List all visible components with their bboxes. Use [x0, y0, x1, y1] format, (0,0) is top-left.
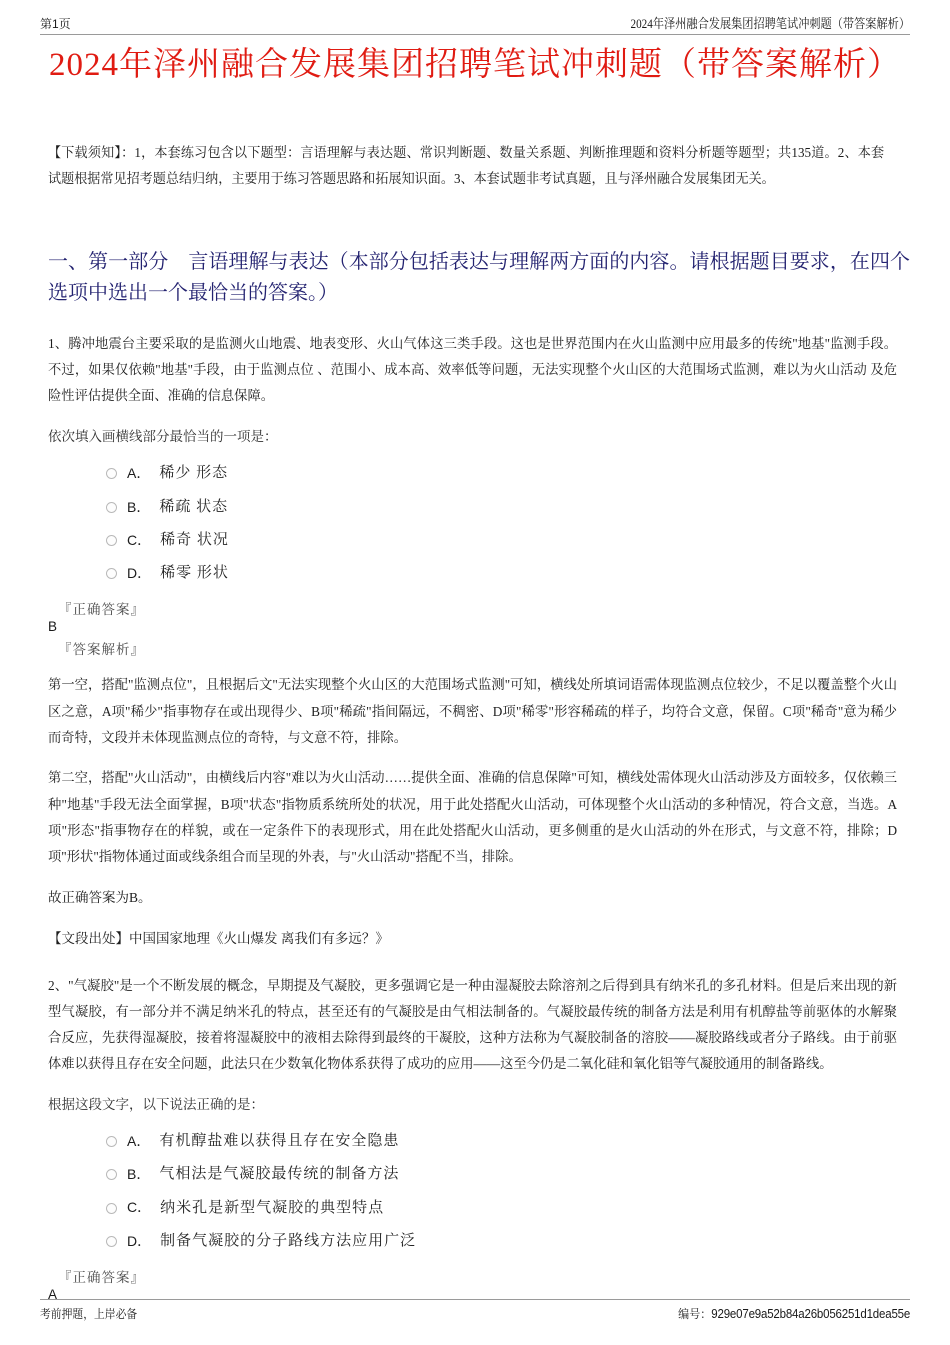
option-letter: C． — [127, 1199, 152, 1216]
question-stem: 1、腾冲地震台主要采取的是监测火山地震、地表变形、火山气体这三类手段。这也是世界范围内在火山监测中应用最多的传统"地基"监测手段。不过，如果仅依赖"地基"手段，由于监测点位 、范围小、成本高、效率低等问题，无法实现整个火山区的大范围场式监测，难以为火山活动 及危险性评估提供全面、准确的信息保障。 — [48, 336, 898, 404]
question-block — [48, 973, 910, 1302]
correct-answer-value: B — [48, 619, 58, 635]
page-header — [40, 8, 910, 35]
radio-button-icon[interactable] — [106, 1236, 117, 1247]
option-letter: A． — [127, 1132, 151, 1149]
page-footer — [40, 1299, 910, 1331]
analysis-paragraph: 第二空，搭配"火山活动"，由横线后内容"难以为火山活动……提供全面、准确的信息保障"可知，横线处需体现火山活动涉及方面较多，仅依赖三种"地基"手段无法全面掌握，B项"状态"指物质系统所处的状况，用于此处搭配火山活动，可体现整个火山活动的多种情况，符合文意，当选。A项"形态"指事物存在的样貌，或在一定条件下的表现形式，用在此处搭配火山活动，更多侧重的是火山活动的外在形式，与文意不符，排除；D项"形状"指物体通过面或线条组合而呈现的外表，与"火山活动"搭配不当，排除。 — [48, 770, 898, 865]
option-letter: B． — [127, 1166, 151, 1183]
document-body — [48, 140, 910, 1302]
option-text: 稀奇 状况 — [160, 531, 229, 548]
correct-answer-label: 『正确答案』 — [58, 602, 145, 618]
answer-analysis-label: 『答案解析』 — [58, 642, 145, 658]
option-text: 气相法是气凝胶最传统的制备方法 — [159, 1166, 400, 1183]
footer-slogan: 考前押题，上岸必备 — [40, 1307, 138, 1321]
option-list — [48, 1127, 910, 1256]
correct-answer-value: A — [48, 1287, 58, 1302]
radio-button-icon[interactable] — [106, 1136, 117, 1147]
option-text: 纳米孔是新型气凝胶的典型特点 — [160, 1199, 385, 1216]
question-block — [48, 331, 910, 951]
footer-code — [678, 1305, 910, 1322]
analysis-conclusion: 故正确答案为B。 — [48, 890, 152, 906]
header-running-title: 2024年泽州融合发展集团招聘笔试冲刺题（带答案解析） — [630, 16, 910, 31]
correct-answer-label: 『正确答案』 — [58, 1270, 145, 1285]
option-row[interactable] — [48, 1160, 910, 1189]
option-letter: B． — [127, 498, 151, 515]
option-list — [48, 459, 910, 588]
option-text: 稀少 形态 — [159, 465, 229, 482]
radio-button-icon[interactable] — [106, 1203, 117, 1214]
section-heading: 一、第一部分 言语理解与表达（本部分包括表达与理解两方面的内容。请根据题目要求，在四个选项中选出一个最恰当的答案。） — [48, 251, 910, 305]
option-letter: D． — [127, 1232, 152, 1249]
footer-code-value: 929e07e9a52b84a26b056251d1dea55e — [711, 1307, 910, 1321]
option-row[interactable] — [48, 1194, 910, 1223]
page-title: 2024年泽州融合发展集团招聘笔试冲刺题（带答案解析） — [49, 47, 901, 83]
option-row[interactable] — [48, 493, 910, 522]
option-row[interactable] — [48, 459, 910, 488]
page-indicator: 第1页 — [40, 17, 71, 31]
passage-source: 【文段出处】中国国家地理《火山爆发 离我们有多远？》 — [48, 930, 389, 946]
option-text: 有机醇盐难以获得且存在安全隐患 — [159, 1133, 400, 1149]
radio-button-icon[interactable] — [106, 502, 117, 513]
question-prompt: 依次填入画横线部分最恰当的一项是： — [48, 429, 278, 444]
question-stem: 2、"气凝胶"是一个不断发展的概念，早期提及气凝胶，更多强调它是一种由湿凝胶去除溶剂之后得到具有纳米孔的多孔材料。但是后来出现的新型气凝胶，有一部分并不满足纳米孔的特点，甚至还有的气凝胶是由气相法制备的。气凝胶最传统的制备方法是利用有机醇盐等前驱体的水解聚合反应，先获得湿凝胶，接着将湿凝胶中的液相去除得到最终的干凝胶，这种方法称为气凝胶制备的溶胶——凝胶路线或者分子路线。由于前驱体难以获得且存在安全问题，此法只在少数氧化物体系获得了成功的应用——这至今仍是二氧化硅和氧化铝等气凝胶通用的制备路线。 — [48, 978, 898, 1071]
radio-button-icon[interactable] — [106, 535, 117, 546]
option-letter: D． — [127, 565, 152, 582]
option-row[interactable] — [48, 1127, 910, 1156]
option-row[interactable] — [48, 526, 910, 555]
radio-button-icon[interactable] — [106, 568, 117, 579]
analysis-paragraph: 第一空，搭配"监测点位"，且根据后文"无法实现整个火山区的大范围场式监测"可知，横线处所填词语需体现监测点位较少，不足以覆盖整个火山区之意，A项"稀少"指事物存在或出现得少、B项"稀疏"指间隔远，不稠密、D项"稀零"形容稀疏的样子，均符合文意，保留。C项"稀奇"意为稀少而奇特，文段并未体现监测点位的奇特，与文意不符，排除。 — [48, 677, 898, 745]
radio-button-icon[interactable] — [106, 1169, 117, 1180]
option-text: 稀零 形状 — [160, 565, 229, 582]
option-letter: C． — [127, 531, 152, 548]
footer-code-label: 编号： — [678, 1307, 712, 1321]
option-text: 稀疏 状态 — [159, 498, 229, 515]
question-prompt: 根据这段文字，以下说法正确的是： — [48, 1096, 264, 1112]
option-text: 制备气凝胶的分子路线方法应用广泛 — [160, 1232, 417, 1249]
option-row[interactable] — [48, 1227, 910, 1256]
download-notice: 【下载须知】：1，本套练习包含以下题型：言语理解与表达题、常识判断题、数量关系题、判断推理题和资料分析题等题型；共135道。2、本套试题根据常见招考题总结归纳，主要用于练习答题思路和拓展知识面。3、本套试题非考试真题，且与泽州融合发展集团无关。 — [48, 145, 885, 186]
radio-button-icon[interactable] — [106, 468, 117, 479]
option-row[interactable] — [48, 559, 910, 588]
option-letter: A． — [127, 465, 151, 482]
